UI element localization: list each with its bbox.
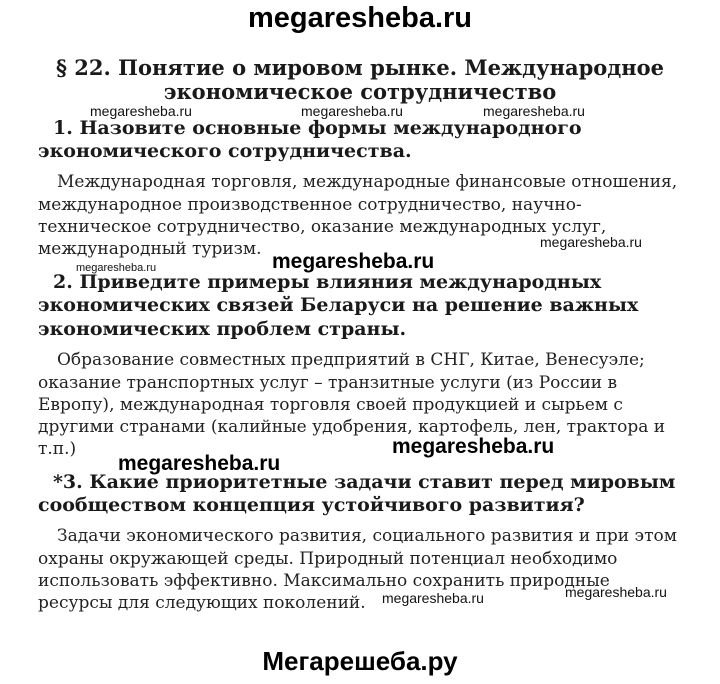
answer-2-line-5: т.п.): [38, 439, 77, 459]
question-1-line-1: 1. Назовите основные формы международного: [53, 117, 582, 139]
answer-3-line-2: охраны окружающей среды. Природный потенциал необходимо: [38, 549, 618, 569]
watermark: megaresheba.ru: [483, 103, 585, 119]
answer-1-line-2: международное производственное сотрудничество, научно-: [38, 195, 582, 215]
watermark: megaresheba.ru: [118, 452, 281, 475]
answer-1-line-1: Международная торговля, международные финансовые отношения,: [57, 172, 678, 192]
answer-2-line-1: Образование совместных предприятий в СНГ, Китае, Венесуэле;: [57, 350, 645, 370]
section-title-line-1: § 22. Понятие о мировом рынке. Международное: [55, 55, 664, 80]
question-3-line-1: *3. Какие приоритетные задачи ставит перед мировым: [53, 471, 676, 493]
answer-2-line-2: оказание транспортных услуг – транзитные услуги (из России в: [38, 373, 618, 393]
question-3-line-2: сообществом концепция устойчивого развития?: [38, 494, 585, 516]
section-title-line-2: экономическое сотрудничество: [163, 79, 557, 104]
question-2-line-1: 2. Приведите примеры влияния международных: [53, 271, 602, 293]
watermark: megaresheba.ru: [540, 234, 642, 250]
watermark: megaresheba.ru: [392, 435, 555, 458]
answer-3-line-3: использовать эффективно. Максимально сохранить природные: [38, 571, 610, 591]
answer-1-line-4: международный туризм.: [38, 239, 262, 259]
site-header[interactable]: megaresheba.ru: [247, 2, 473, 34]
watermark: megaresheba.ru: [565, 584, 667, 600]
question-2-line-2: экономических связей Беларуси на решение важных: [38, 294, 639, 316]
answer-2-line-4: другими странами (калийные удобрения, картофель, лен, трактора и: [38, 417, 666, 437]
answer-2-line-3: Европу), международная торговля своей продукцией и сырьем с: [38, 395, 623, 415]
watermark: megaresheba.ru: [301, 103, 403, 119]
watermark: megaresheba.ru: [76, 262, 157, 274]
site-footer[interactable]: Мегарешеба.ру: [262, 646, 458, 676]
question-1-line-2: экономического сотрудничества.: [38, 140, 412, 162]
answer-1-line-3: техническое сотрудничество, оказание международных услуг,: [38, 217, 607, 237]
answer-3-line-4: ресурсы для следующих поколений.: [38, 593, 366, 613]
watermark: megaresheba.ru: [90, 103, 192, 119]
watermark: megaresheba.ru: [382, 590, 484, 606]
answer-3-line-1: Задачи экономического развития, социального развития и при этом: [57, 526, 677, 546]
watermark: megaresheba.ru: [272, 250, 435, 273]
question-2-line-3: экономических проблем страны.: [38, 318, 407, 340]
